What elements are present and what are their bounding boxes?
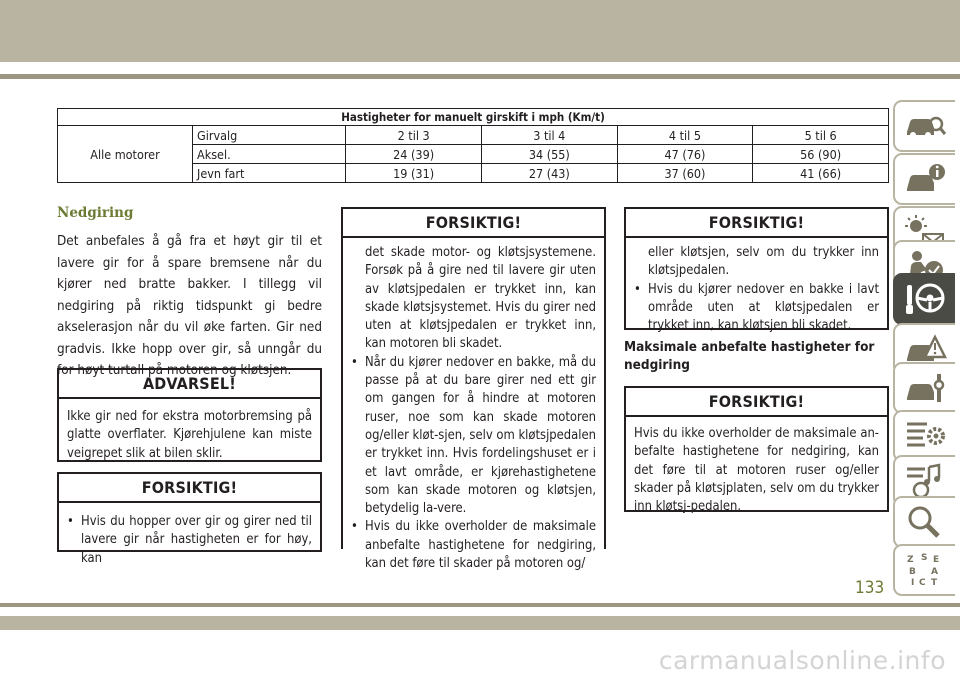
car-info-icon bbox=[903, 161, 947, 197]
footer-band bbox=[0, 616, 960, 630]
car-magnifier-icon bbox=[903, 108, 947, 144]
header-rule bbox=[0, 74, 960, 79]
table-cell: 3 til 4 bbox=[481, 126, 617, 145]
alphabet-index-icon bbox=[903, 552, 947, 588]
warning-title: ADVARSEL! bbox=[59, 370, 320, 399]
footer-rule bbox=[0, 603, 960, 607]
caution-title: FORSIKTIG! bbox=[626, 388, 887, 417]
caution-bullet: • Hvis du kjører nedover en bakke i lavt område uten at kløtsjpedalen er trykket inn, kan kløtsjen bli skadet. bbox=[634, 281, 879, 336]
watermark-text: carmanualsonline.info bbox=[658, 646, 946, 675]
svg-text:C: C bbox=[919, 578, 926, 588]
caution-continuation: det skade motor- og kløtsjsystemene. Forsøk på å gire ned til lavere gir uten av kløtsjpedalen er trykket inn, kan skade kløtsjsystemet. Hvis du girer ned uten at kløtsjpedalen er trykket inn, kan motoren bli skadet. bbox=[365, 245, 596, 352]
search-magnifier-icon bbox=[903, 504, 947, 540]
caution-bullet: • Hvis du hopper over gir og girer ned til lavere gir når hastigheten er for høy, kan bbox=[67, 513, 312, 568]
table-cell: 56 (90) bbox=[753, 145, 889, 164]
caution-box-end bbox=[624, 207, 889, 334]
caution-box-continued bbox=[341, 207, 606, 572]
caution-title: FORSIKTIG! bbox=[343, 209, 604, 238]
caution-title: FORSIKTIG! bbox=[59, 474, 320, 503]
table-cell: 19 (31) bbox=[346, 164, 482, 183]
svg-text:A: A bbox=[931, 567, 938, 577]
multimedia-icon bbox=[903, 463, 947, 499]
table-title: Hastigheter for manuelt girskift i mph (Km/t) bbox=[58, 109, 889, 126]
tab-starting-driving[interactable] bbox=[893, 273, 955, 325]
table-cell: 41 (66) bbox=[753, 164, 889, 183]
table-cell: 2 til 3 bbox=[346, 126, 482, 145]
table-row-label: Girvalg bbox=[193, 126, 346, 145]
svg-text:B: B bbox=[909, 567, 916, 577]
caution-text: Hvis du ikke overholder de maksimale an-befalte hastighetene for nedgiring, kan det føre til at motoren ruser og/eller skader på kløtsjplaten, selv om du trykker inn kløtsj-pedalen. bbox=[634, 426, 879, 515]
header-band bbox=[0, 0, 960, 62]
table-row-label: Jevn fart bbox=[193, 164, 346, 183]
tab-car-service[interactable] bbox=[893, 362, 955, 414]
car-wrench-icon bbox=[903, 370, 947, 406]
table-cell: 37 (60) bbox=[617, 164, 753, 183]
warning-text: Ikke gir ned for ekstra motorbremsing på glatte overflater. Kjørehjulene kan miste veigrepet slik at bilen sklir. bbox=[67, 409, 312, 461]
tab-index-search[interactable] bbox=[893, 496, 955, 548]
svg-text:Z: Z bbox=[907, 555, 914, 565]
steering-wheel-key-icon bbox=[903, 281, 947, 317]
table-cell: 24 (39) bbox=[346, 145, 482, 164]
tab-car-info[interactable] bbox=[893, 153, 955, 205]
caution-box-2 bbox=[624, 386, 889, 515]
table-cell: 4 til 5 bbox=[617, 126, 753, 145]
warning-box bbox=[57, 368, 322, 462]
body-paragraph: Det anbefales å gå fra et høyt gir til et lavere gir for å spare bremsene når du kjører ned bratte bakker. I tillegg vil nedgiring på riktig tidspunkt gi bedre akselerasjon når du vil øke farten. Gir ned gradvis. Ikke hopp over gir, så unngår du for høyt turtall på motoren og kløtsjen. bbox=[57, 234, 322, 378]
tab-car-magnifier[interactable] bbox=[893, 100, 955, 152]
table-motor-label: Alle motorer bbox=[58, 126, 193, 183]
caution-box bbox=[57, 472, 322, 566]
svg-text:T: T bbox=[931, 578, 938, 588]
caution-bullet: • Når du kjører nedover en bakke, må du passe på at du bare girer ned ett gir om gangen for å hindre at motoren ruser, noe som kan skade motoren og/eller kløt-sjen, selv om kløtsjpedalen er trykket inn. Hvis fordelingshuset er i et lavt område, er kjørehastighetene som kan skade motoren og kløtsjen, betydelig la-vere. bbox=[351, 354, 596, 519]
table-cell: 47 (76) bbox=[617, 145, 753, 164]
spec-list-gear-icon bbox=[903, 418, 947, 454]
table-cell: 27 (43) bbox=[481, 164, 617, 183]
svg-text:E: E bbox=[933, 555, 940, 565]
subheading: Maksimale anbefalte hastigheter for nedgiring bbox=[624, 339, 875, 373]
table-row-label: Aksel. bbox=[193, 145, 346, 164]
shift-speed-table bbox=[57, 108, 889, 183]
caution-bullet: • Hvis du ikke overholder de maksimale anbefalte hastighetene for nedgiring, kan det føre til skader på motoren og/ bbox=[351, 518, 596, 573]
table-cell: 5 til 6 bbox=[753, 126, 889, 145]
caution-continuation: eller kløtsjen, selv om du trykker inn kløtsjpedalen. bbox=[648, 245, 879, 279]
svg-text:S: S bbox=[921, 553, 928, 563]
section-heading: Nedgiring bbox=[57, 205, 134, 221]
tab-alphabet-index[interactable] bbox=[893, 544, 955, 596]
svg-text:I: I bbox=[911, 578, 915, 588]
page-number: 133 bbox=[855, 578, 885, 598]
caution-title: FORSIKTIG! bbox=[626, 209, 887, 238]
column-1 bbox=[57, 205, 322, 382]
table-cell: 34 (55) bbox=[481, 145, 617, 164]
